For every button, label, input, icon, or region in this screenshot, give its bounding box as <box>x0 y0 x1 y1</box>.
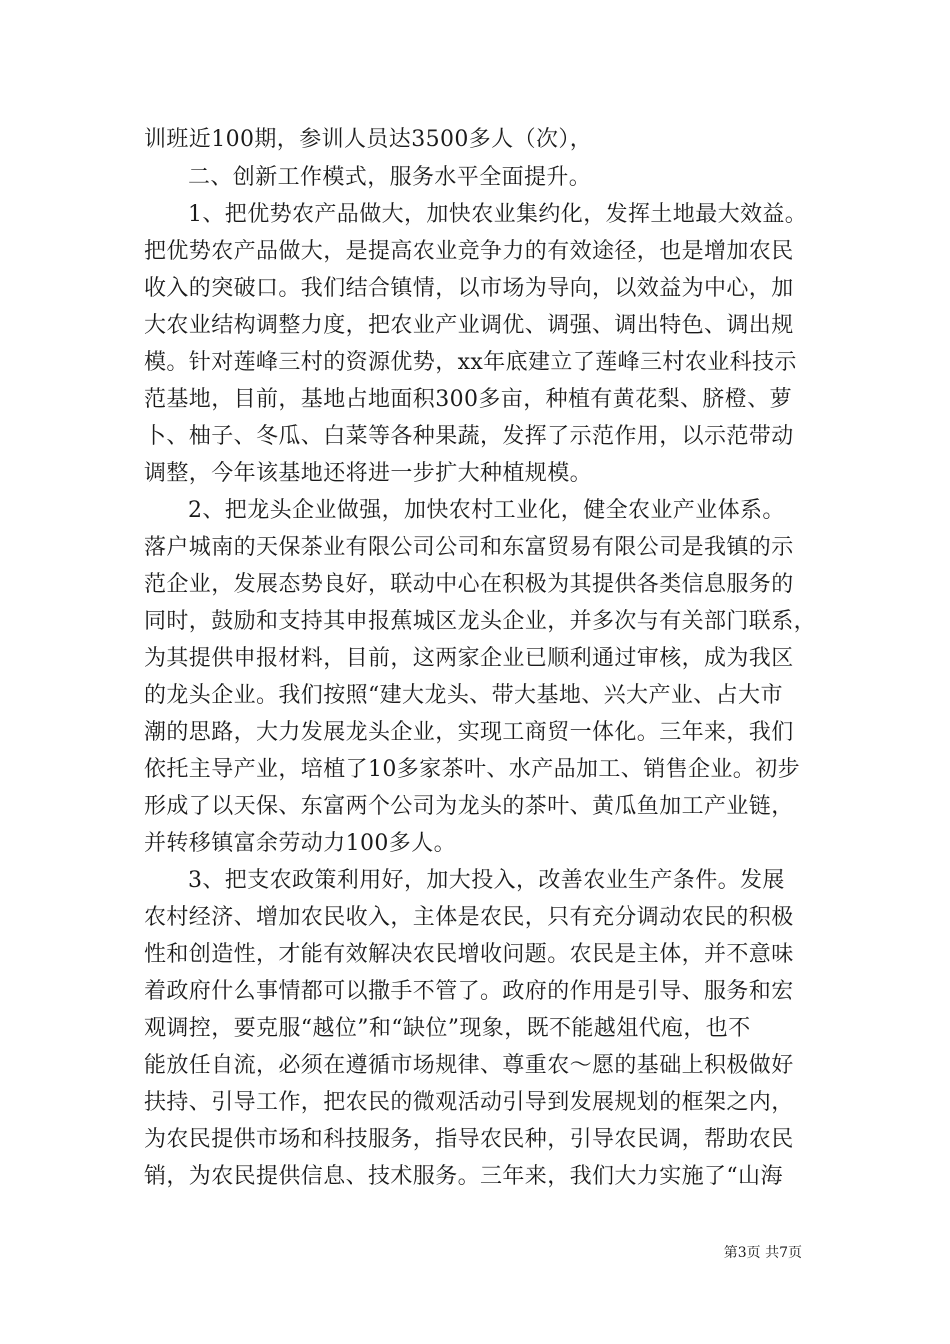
text-line: 潮的思路，大力发展龙头企业，实现工商贸一体化。三年来，我们 <box>144 720 794 745</box>
text-line: 观调控，要克服“越位”和“缺位”现象，既不能越俎代庖，也不 <box>144 1016 751 1041</box>
text-line: 的龙头企业。我们按照“建大龙头、带大基地、兴大产业、占大市 <box>144 683 783 708</box>
text-line: 为其提供申报材料，目前，这两家企业已顺利通过审核，成为我区 <box>144 646 794 671</box>
text-line: 性和创造性，才能有效解决农民增收问题。农民是主体，并不意味 <box>144 942 794 967</box>
text-line: 把优势农产品做大，是提高农业竞争力的有效途径，也是增加农民 <box>144 239 794 264</box>
paragraph-heading: 2、把龙头企业做强，加快农村工业化，健全农业产业体系。 <box>188 498 785 523</box>
text-line: 大农业结构调整力度，把农业产业调优、调强、调出特色、调出规 <box>144 313 794 338</box>
text-line: 扶持、引导工作，把农民的微观活动引导到发展规划的框架之内， <box>144 1090 794 1115</box>
text-line: 同时，鼓励和支持其申报蕉城区龙头企业，并多次与有关部门联系， <box>144 609 817 634</box>
text-line: 范基地，目前，基地占地面积300多亩，种植有黄花梨、脐橙、萝 <box>144 387 792 412</box>
text-line: 调整，今年该基地还将进一步扩大种植规模。 <box>144 461 593 486</box>
section-heading: 二、创新工作模式，服务水平全面提升。 <box>188 165 592 190</box>
text-line: 能放任自流，必须在遵循市场规律、尊重农～愿的基础上积极做好 <box>144 1053 794 1078</box>
text-line: 训班近100期，参训人员达3500多人（次）， <box>144 127 593 152</box>
text-line: 销，为农民提供信息、技术服务。三年来，我们大力实施了“山海 <box>144 1164 783 1189</box>
text-line: 并转移镇富余劳动力100多人。 <box>144 831 456 856</box>
text-line: 模。针对莲峰三村的资源优势，xx年底建立了莲峰三村农业科技示 <box>144 350 797 375</box>
paragraph-heading: 3、把支农政策利用好，加大投入，改善农业生产条件。发展 <box>188 868 785 893</box>
text-line: 卜、柚子、冬瓜、白菜等各种果蔬，发挥了示范作用，以示范带动 <box>144 424 794 449</box>
text-line: 依托主导产业，培植了10多家茶叶、水产品加工、销售企业。初步 <box>144 757 800 782</box>
text-line: 形成了以天保、东富两个公司为龙头的茶叶、黄瓜鱼加工产业链， <box>144 794 794 819</box>
paragraph-heading: 1、把优势农产品做大，加快农业集约化，发挥土地最大效益。 <box>188 202 808 227</box>
text-line: 范企业，发展态势良好，联动中心在积极为其提供各类信息服务的 <box>144 572 794 597</box>
text-line: 收入的突破口。我们结合镇情，以市场为导向，以效益为中心，加 <box>144 276 794 301</box>
text-line: 落户城南的天保茶业有限公司公司和东富贸易有限公司是我镇的示 <box>144 535 794 560</box>
text-line: 为农民提供市场和科技服务，指导农民种，引导农民调，帮助农民 <box>144 1127 794 1152</box>
text-line: 农村经济、增加农民收入，主体是农民，只有充分调动农民的积极 <box>144 905 794 930</box>
text-line: 着政府什么事情都可以撒手不管了。政府的作用是引导、服务和宏 <box>144 979 794 1004</box>
page-number: 第3页 共7页 <box>723 1245 802 1261</box>
